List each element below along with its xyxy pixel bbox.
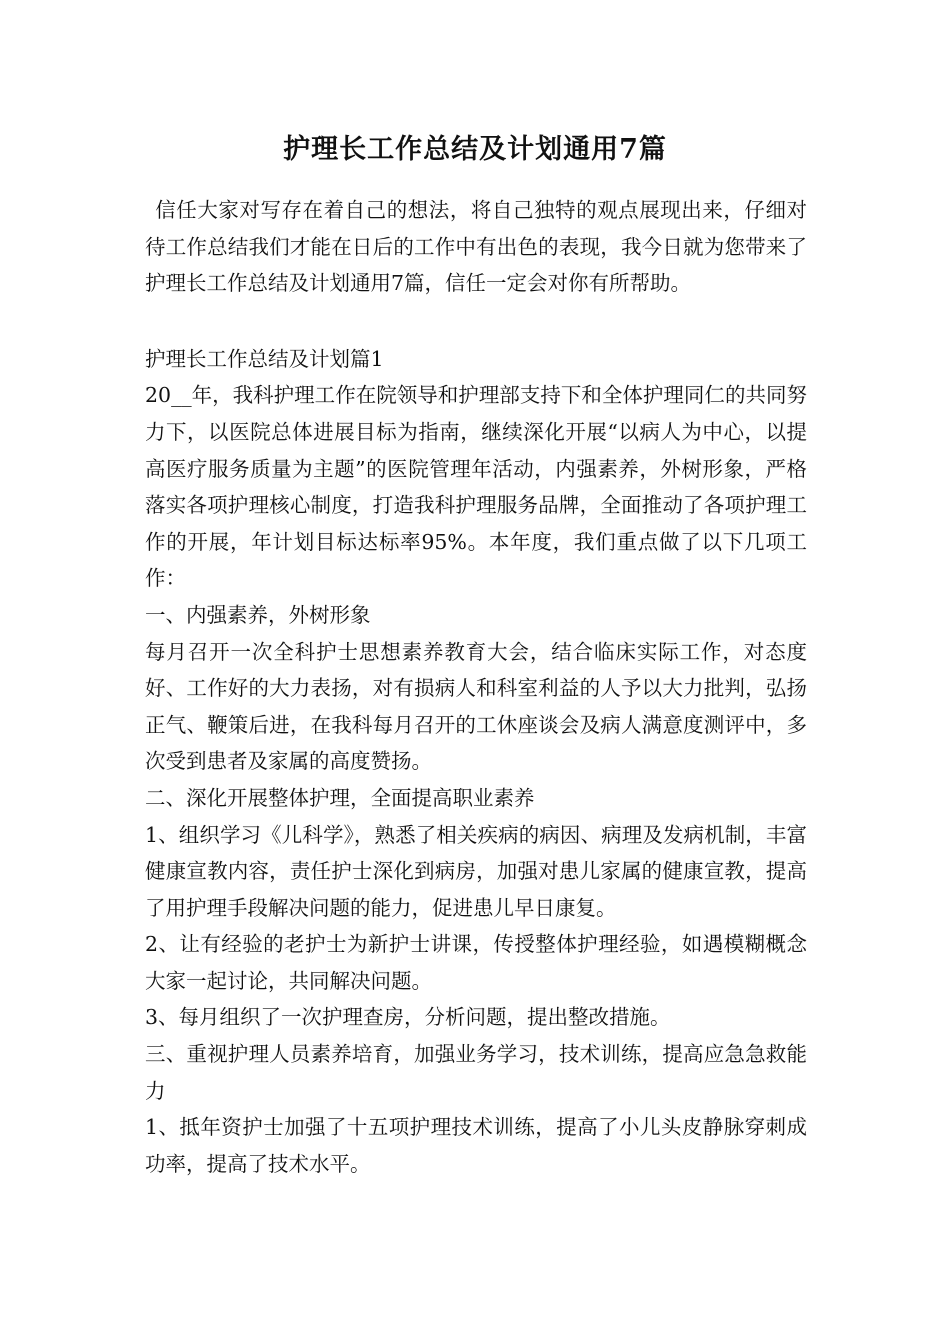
subheading: 三、重视护理人员素养培育，加强业务学习，技术训练，提高应急急救能力	[145, 1042, 807, 1103]
paragraph-gap	[145, 302, 807, 341]
subheading: 一、内强素养，外树形象	[145, 602, 371, 627]
body-paragraph: 每月召开一次全科护士思想素养教育大会，结合临床实际工作，对态度好、工作好的大力表扬，对有损病人和科室利益的人予以大力批判，弘扬正气、鞭策后进，在我科每月召开的工休座谈会及病人满意度测评中，多次受到患者及家属的高度赞扬。	[145, 639, 807, 774]
subheading: 二、深化开展整体护理，全面提高职业素养	[145, 785, 535, 810]
body-paragraph: 20__年，我科护理工作在院领导和护理部支持下和全体护理同仁的共同努力下，以医院总体进展目标为指南，继续深化开展“以病人为中心，以提高医疗服务质量为主题”的医院管理年活动，内强素养，外树形象，严格落实各项护理核心制度，打造我科护理服务品牌，全面推动了各项护理工作的开展，年计划目标达标率95%。本年度，我们重点做了以下几项工作：	[145, 383, 807, 591]
list-item: 3、每月组织了一次护理查房，分析问题，提出整改措施。	[145, 1005, 671, 1030]
document-body	[145, 192, 807, 1182]
list-item: 2、让有经验的老护士为新护士讲课，传授整体护理经验，如遇模糊概念大家一起讨论，共同解决问题。	[145, 932, 807, 993]
list-item: 1、抵年资护士加强了十五项护理技术训练，提高了小儿头皮静脉穿刺成功率，提高了技术水平。	[145, 1115, 807, 1176]
list-item: 1、组织学习《儿科学》，熟悉了相关疾病的病因、病理及发病机制，丰富健康宣教内容，责任护士深化到病房，加强对患儿家属的健康宣教，提高了用护理手段解决问题的能力，促进患儿早日康复。	[145, 822, 807, 920]
section-heading: 护理长工作总结及计划篇1	[145, 346, 384, 371]
intro-paragraph: 信任大家对写存在着自己的想法，将自己独特的观点展现出来，仔细对待工作总结我们才能在日后的工作中有出色的表现，我今日就为您带来了护理长工作总结及计划通用7篇，信任一定会对你有所帮助。	[145, 198, 807, 296]
document-title: 护理长工作总结及计划通用7篇	[283, 134, 667, 165]
